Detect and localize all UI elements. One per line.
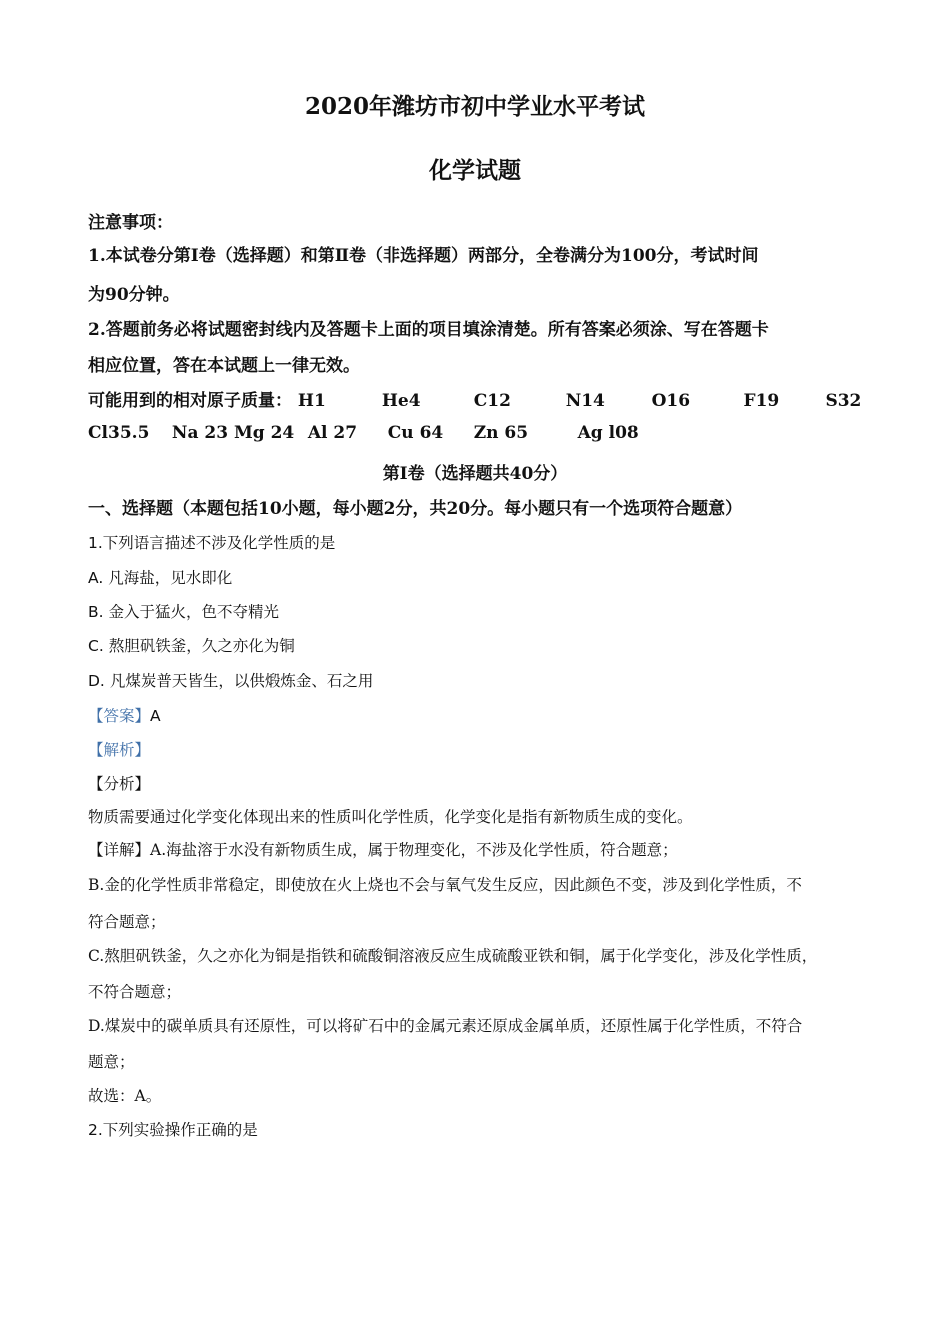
atomic-mass-c: C12 (473, 391, 511, 411)
detail-d-line1: D.煤炭中的碳单质具有还原性，可以将矿石中的金属元素还原成金属单质，还原性属于化学性质，不符合 (88, 1017, 803, 1035)
option-b (88, 600, 279, 622)
atomic-mass-zn: Zn 65 (473, 423, 529, 443)
notice-item1-line1: 1.本试卷分第Ⅰ卷（选择题）和第Ⅱ卷（非选择题）两部分，全卷满分为100分，考试时间 (88, 246, 759, 266)
question-2-number: 2. (88, 1121, 103, 1139)
atomic-mass-row1 (88, 386, 861, 411)
option-d (88, 669, 373, 691)
atomic-mass-he: He4 (381, 391, 421, 411)
question-1-number: 1. (88, 534, 103, 552)
answer-line (88, 704, 161, 726)
atomic-mass-al: Al 27 (307, 423, 358, 443)
option-d-letter: D. (88, 672, 105, 690)
part-title: 第I卷（选择题共40分） (382, 464, 568, 484)
analysis-label: 【解析】 (88, 741, 151, 759)
atomic-mass-ag: Ag l08 (577, 423, 639, 443)
answer-value: A (150, 707, 161, 725)
question-1-text: 下列语言描述不涉及化学性质的是 (102, 534, 336, 552)
option-c-text: 熬胆矾铁釜，久之亦化为铜 (108, 637, 295, 655)
notice-item1-line2: 为90分钟。 (88, 285, 180, 305)
atomic-mass-f: F19 (743, 391, 780, 411)
atomic-mass-h: H1 (297, 391, 326, 411)
atomic-mass-na-mg: Na 23 Mg 24 (171, 423, 295, 443)
atomic-mass-cu: Cu 64 (387, 423, 444, 443)
option-c-letter: C. (88, 637, 104, 655)
question-2-text: 下列实验操作正确的是 (102, 1121, 258, 1139)
question-1-stem (88, 531, 335, 553)
section-heading: 一、选择题（本题包括10小题，每小题2分，共20分。每小题只有一个选项符合题意） (88, 499, 743, 519)
answer-label: 【答案】 (88, 707, 151, 725)
option-a-text: 凡海盐，见水即化 (108, 569, 233, 587)
notice-item2-line1: 2.答题前务必将试题密封线内及答题卡上面的项目填涂清楚。所有答案必须涂、写在答题卡 (88, 320, 769, 340)
atomic-mass-n: N14 (565, 391, 605, 411)
option-d-text: 凡煤炭普天皆生，以供煅炼金、石之用 (109, 672, 374, 690)
detail-b-line2: 符合题意； (88, 913, 166, 931)
question-2-stem (88, 1118, 258, 1140)
option-b-text: 金入于猛火，色不夺精光 (108, 603, 280, 621)
atomic-mass-s: S32 (825, 391, 862, 411)
fenxi-label: 【分析】 (88, 775, 151, 793)
exam-subtitle: 化学试题 (429, 157, 521, 184)
option-b-letter: B. (88, 603, 104, 621)
detail-a (88, 838, 678, 860)
notice-heading: 注意事项： (88, 213, 173, 233)
detail-c-line2: 不符合题意； (88, 983, 182, 1001)
detail-b-line1: B.金的化学性质非常稳定，即使放在火上烧也不会与氧气发生反应，因此颜色不变，涉及到化学性质，不 (88, 876, 802, 894)
detail-d-line2: 题意； (88, 1053, 135, 1071)
atomic-mass-row2 (88, 423, 639, 443)
detail-label: 【详解】 (88, 841, 151, 859)
option-c (88, 634, 295, 656)
exam-title: 2020年潍坊市初中学业水平考试 (304, 93, 645, 120)
option-a-letter: A. (88, 569, 104, 587)
notice-item2-line2: 相应位置，答在本试题上一律无效。 (88, 356, 360, 376)
atomic-mass-label: 可能用到的相对原子质量： (88, 391, 292, 411)
detail-a-text: A.海盐溶于水没有新物质生成，属于物理变化，不涉及化学性质，符合题意； (150, 841, 678, 859)
atomic-mass-cl: Cl35.5 (88, 423, 150, 443)
conclusion: 故选：A。 (88, 1087, 162, 1105)
detail-c-line1: C.熬胆矾铁釜，久之亦化为铜是指铁和硫酸铜溶液反应生成硫酸亚铁和铜，属于化学变化，涉及化学性质， (88, 947, 818, 965)
atomic-mass-o: O16 (651, 391, 691, 411)
option-a (88, 566, 232, 588)
fenxi-text: 物质需要通过化学变化体现出来的性质叫化学性质，化学变化是指有新物质生成的变化。 (88, 808, 693, 826)
